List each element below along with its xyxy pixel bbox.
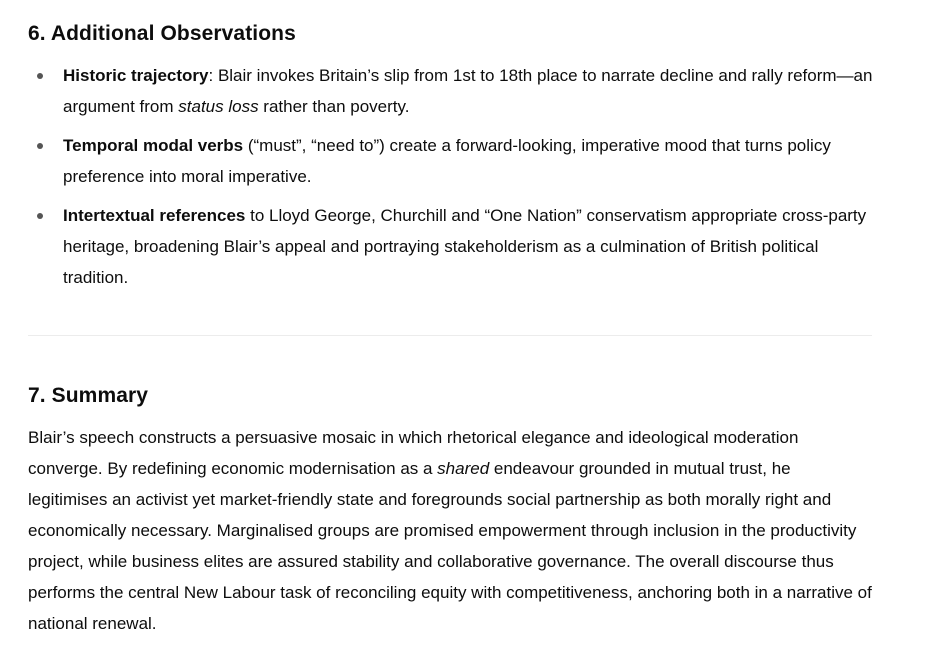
section-heading-summary: 7. Summary <box>28 384 149 407</box>
bullet-body-text: : Blair invokes Britain’s slip from 1st to 18th place to narrate decline and rally reform—an argument from <box>63 66 873 116</box>
summary-emphasis-text: shared <box>437 459 490 478</box>
list-item <box>28 130 874 192</box>
bullet-emphasis-text: status loss <box>178 97 259 116</box>
bullet-dot-icon <box>37 73 43 79</box>
observations-list <box>28 60 874 293</box>
bullet-lead-text: Historic trajectory <box>63 66 209 85</box>
bullet-dot-icon <box>37 213 43 219</box>
bullet-lead-text: Intertextual references <box>63 206 246 225</box>
bullet-lead-text: Temporal modal verbs <box>63 136 244 155</box>
section-heading-additional-observations: 6. Additional Observations <box>28 22 296 45</box>
bullet-body-text: (“must”, “need to”) create a forward-looking, imperative mood that turns policy preference into moral imperative. <box>63 136 831 186</box>
bullet-body-text: rather than poverty. <box>258 97 410 116</box>
list-item <box>28 200 874 293</box>
section-divider <box>28 335 872 336</box>
summary-text: Blair’s speech constructs a persuasive mosaic in which rhetorical elegance and ideological moderation converge. By redefining economic modernisation as a <box>28 428 799 478</box>
bullet-body-text: to Lloyd George, Churchill and “One Nation” conservatism appropriate cross-party heritage, broadening Blair’s appeal and portraying stakeholderism as a culmination of British political tradition. <box>63 206 867 287</box>
summary-text: endeavour grounded in mutual trust, he legitimises an activist yet market-friendly state and foregrounds social partnership as both morally right and economically necessary. Marginalised groups are promised empowerment through inclusion in the productivity project, while business elites are assured stability and collaborative governance. The overall discourse thus performs the central New Labour task of reconciling equity with competitiveness, anchoring both in a narrative of national renewal. <box>28 459 872 633</box>
bullet-dot-icon <box>37 143 43 149</box>
list-item <box>28 60 874 122</box>
summary-paragraph <box>28 422 874 639</box>
